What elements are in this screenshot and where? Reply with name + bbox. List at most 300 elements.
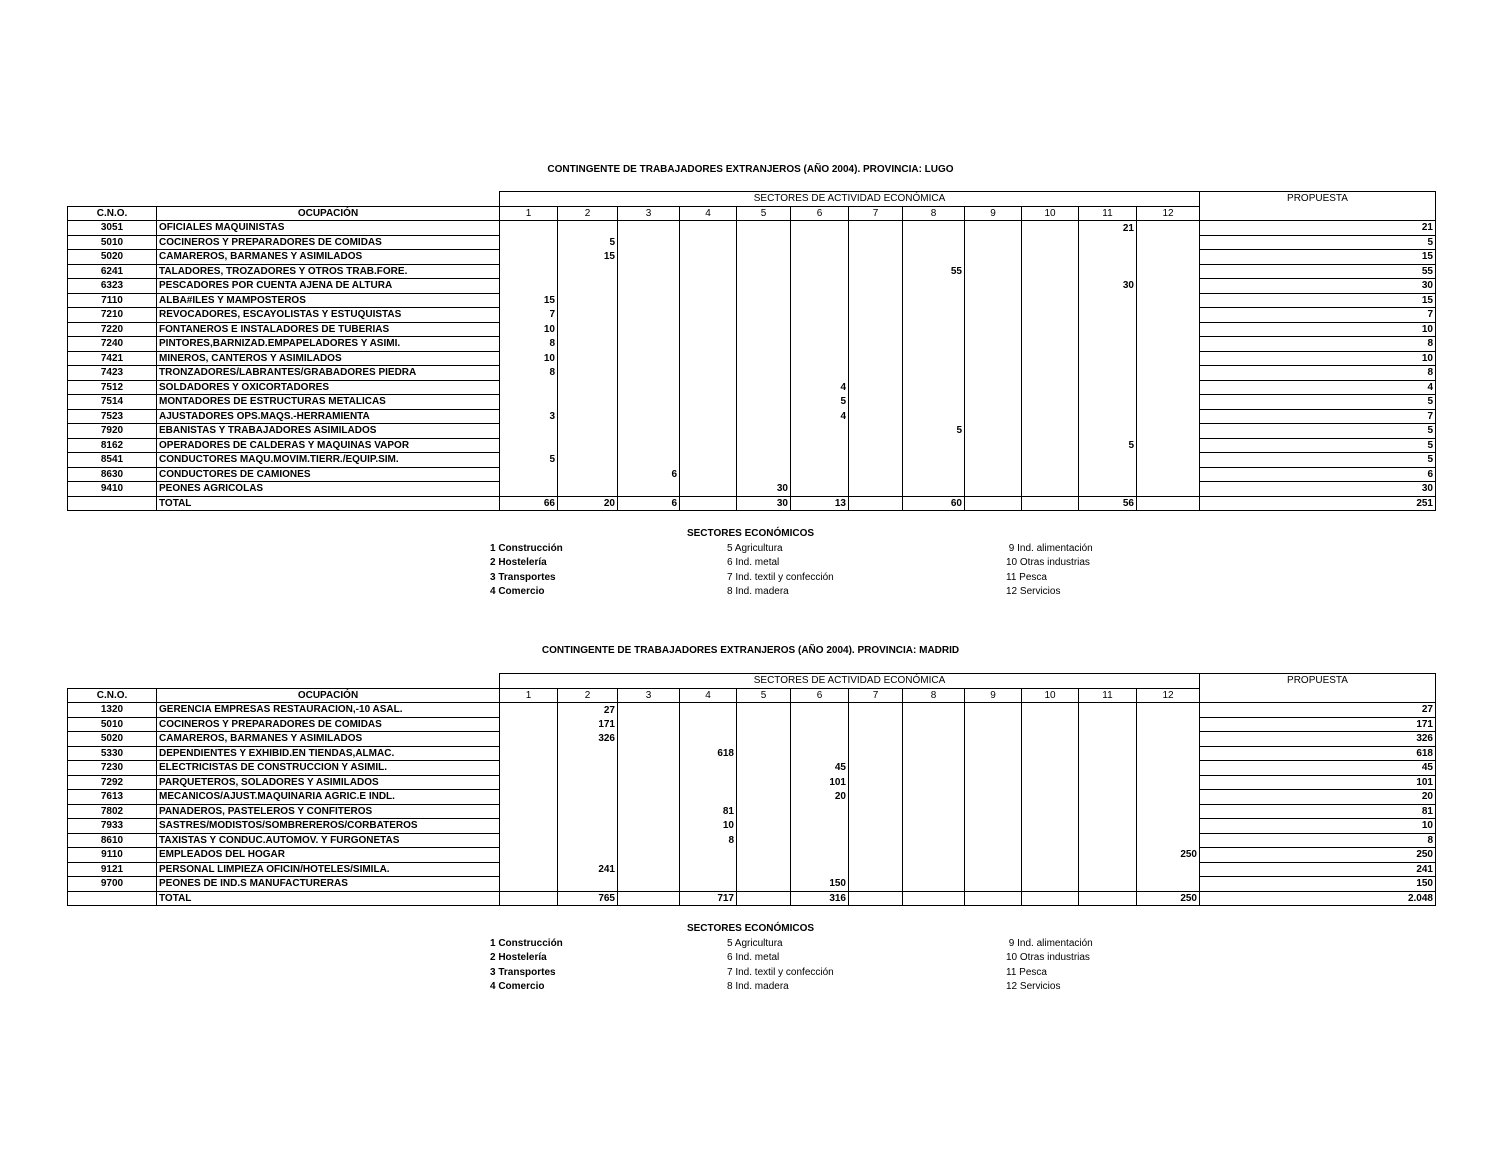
sector-value-cell bbox=[791, 337, 849, 352]
sector-value-cell bbox=[1137, 264, 1200, 279]
legend-column bbox=[490, 542, 563, 600]
sector-value-cell: 5 bbox=[1079, 438, 1137, 453]
sector-value-cell bbox=[849, 221, 903, 236]
header-blank bbox=[68, 192, 500, 207]
cno-cell: 5330 bbox=[68, 746, 157, 761]
sector-value-cell bbox=[1079, 409, 1137, 424]
legend-item: 11 Pesca bbox=[1006, 966, 1047, 978]
sector-value-cell bbox=[1079, 833, 1137, 848]
occupation-cell: CONDUCTORES DE CAMIONES bbox=[157, 467, 500, 482]
sector-value-cell bbox=[849, 337, 903, 352]
sector-value-cell bbox=[791, 746, 849, 761]
total-sector-value bbox=[1137, 496, 1200, 511]
sector-value-cell bbox=[791, 322, 849, 337]
sector-value-cell bbox=[737, 732, 791, 747]
sector-value-cell bbox=[680, 424, 737, 439]
table-row bbox=[68, 264, 1436, 279]
sector-value-cell: 30 bbox=[737, 482, 791, 497]
proposal-value-cell: 4 bbox=[1200, 380, 1436, 395]
occupation-cell: GERENCIA EMPRESAS RESTAURACION,-10 ASAL. bbox=[157, 703, 500, 718]
sector-value-cell bbox=[737, 293, 791, 308]
table-row bbox=[68, 337, 1436, 352]
cno-cell: 7230 bbox=[68, 761, 157, 776]
sector-number-12: 12 bbox=[1137, 206, 1200, 221]
sector-value-cell bbox=[558, 819, 618, 834]
sector-value-cell bbox=[849, 833, 903, 848]
sector-value-cell bbox=[903, 833, 965, 848]
sector-value-cell: 81 bbox=[680, 804, 737, 819]
sector-value-cell bbox=[500, 395, 558, 410]
sector-value-cell bbox=[618, 761, 680, 776]
legend-column bbox=[727, 937, 834, 995]
sector-number-9: 9 bbox=[965, 206, 1022, 221]
proposal-value-cell: 5 bbox=[1200, 395, 1436, 410]
occupation-cell: DEPENDIENTES Y EXHIBID.EN TIENDAS,ALMAC. bbox=[157, 746, 500, 761]
sector-value-cell bbox=[849, 424, 903, 439]
cno-cell: 7613 bbox=[68, 790, 157, 805]
sector-number-12: 12 bbox=[1137, 688, 1200, 703]
proposal-value-cell: 8 bbox=[1200, 366, 1436, 381]
proposal-value-cell: 250 bbox=[1200, 848, 1436, 863]
occupation-cell: PEONES DE IND.S MANUFACTURERAS bbox=[157, 877, 500, 892]
cno-cell: 8162 bbox=[68, 438, 157, 453]
table-row bbox=[68, 221, 1436, 236]
sector-value-cell bbox=[1137, 746, 1200, 761]
legend-column bbox=[1006, 937, 1093, 995]
sector-value-cell bbox=[903, 732, 965, 747]
sector-value-cell bbox=[965, 409, 1022, 424]
occupation-cell: ALBA#ILES Y MAMPOSTEROS bbox=[157, 293, 500, 308]
sector-value-cell bbox=[1137, 424, 1200, 439]
sector-value-cell bbox=[1022, 467, 1079, 482]
sector-value-cell bbox=[791, 424, 849, 439]
sector-value-cell bbox=[737, 703, 791, 718]
sector-value-cell bbox=[500, 467, 558, 482]
sector-value-cell bbox=[1022, 819, 1079, 834]
sector-value-cell bbox=[965, 250, 1022, 265]
cno-cell: 9121 bbox=[68, 862, 157, 877]
legend-item: 2 Hostelería bbox=[490, 557, 547, 569]
sector-value-cell bbox=[680, 279, 737, 294]
occupation-cell: AJUSTADORES OPS.MAQS.-HERRAMIENTA bbox=[157, 409, 500, 424]
total-sector-value: 6 bbox=[618, 496, 680, 511]
sector-value-cell bbox=[1022, 337, 1079, 352]
sector-value-cell bbox=[849, 717, 903, 732]
sector-value-cell bbox=[849, 703, 903, 718]
sector-value-cell bbox=[1137, 337, 1200, 352]
sector-value-cell bbox=[558, 308, 618, 323]
proposal-value-cell: 6 bbox=[1200, 467, 1436, 482]
sector-value-cell bbox=[680, 438, 737, 453]
sector-value-cell bbox=[680, 322, 737, 337]
occupation-cell: PESCADORES POR CUENTA AJENA DE ALTURA bbox=[157, 279, 500, 294]
sector-value-cell: 250 bbox=[1137, 848, 1200, 863]
occupation-cell: CONDUCTORES MAQU.MOVIM.TIERR./EQUIP.SIM. bbox=[157, 453, 500, 468]
proposal-value-cell: 20 bbox=[1200, 790, 1436, 805]
total-cno-blank bbox=[68, 891, 157, 906]
total-sector-value bbox=[849, 891, 903, 906]
sector-value-cell bbox=[558, 877, 618, 892]
total-sector-value bbox=[1079, 891, 1137, 906]
sector-value-cell bbox=[500, 862, 558, 877]
sector-value-cell: 5 bbox=[791, 395, 849, 410]
sector-value-cell bbox=[849, 293, 903, 308]
sector-value-cell bbox=[903, 221, 965, 236]
sector-value-cell: 326 bbox=[558, 732, 618, 747]
occupation-cell: CAMAREROS, BARMANES Y ASIMILADOS bbox=[157, 250, 500, 265]
sector-value-cell bbox=[500, 250, 558, 265]
sector-value-cell bbox=[558, 467, 618, 482]
legend-item: 9 Ind. alimentación bbox=[1006, 543, 1093, 554]
legend-item: 3 Transportes bbox=[490, 966, 556, 978]
total-sector-value: 13 bbox=[791, 496, 849, 511]
sector-value-cell: 171 bbox=[558, 717, 618, 732]
sector-value-cell bbox=[903, 761, 965, 776]
sector-value-cell bbox=[680, 221, 737, 236]
sector-value-cell bbox=[1137, 221, 1200, 236]
sector-value-cell bbox=[1022, 424, 1079, 439]
legend-item: 8 Ind. madera bbox=[727, 586, 789, 598]
occupation-cell: FONTANEROS E INSTALADORES DE TUBERIAS bbox=[157, 322, 500, 337]
sector-value-cell bbox=[903, 848, 965, 863]
sector-value-cell bbox=[1079, 877, 1137, 892]
sector-value-cell bbox=[618, 833, 680, 848]
sector-value-cell bbox=[737, 717, 791, 732]
cno-header: C.N.O. bbox=[68, 688, 157, 703]
sector-value-cell bbox=[965, 848, 1022, 863]
sector-value-cell bbox=[558, 424, 618, 439]
sector-value-cell bbox=[791, 250, 849, 265]
total-sector-value bbox=[965, 891, 1022, 906]
total-proposal-value: 251 bbox=[1200, 496, 1436, 511]
proposal-value-cell: 55 bbox=[1200, 264, 1436, 279]
sector-value-cell bbox=[1137, 862, 1200, 877]
sector-value-cell bbox=[1022, 250, 1079, 265]
sector-value-cell bbox=[849, 235, 903, 250]
sector-value-cell bbox=[965, 467, 1022, 482]
sector-number-3: 3 bbox=[618, 206, 680, 221]
sector-value-cell bbox=[737, 775, 791, 790]
sector-value-cell bbox=[965, 351, 1022, 366]
sector-value-cell bbox=[618, 453, 680, 468]
sector-value-cell bbox=[1079, 804, 1137, 819]
occupation-cell: CAMAREROS, BARMANES Y ASIMILADOS bbox=[157, 732, 500, 747]
sector-value-cell bbox=[791, 293, 849, 308]
sector-value-cell bbox=[737, 438, 791, 453]
sector-value-cell bbox=[849, 380, 903, 395]
sector-value-cell bbox=[558, 775, 618, 790]
cno-cell: 3051 bbox=[68, 221, 157, 236]
sector-value-cell bbox=[965, 877, 1022, 892]
sector-value-cell bbox=[1022, 221, 1079, 236]
sector-value-cell bbox=[1079, 482, 1137, 497]
occupation-cell: TALADORES, TROZADORES Y OTROS TRAB.FORE. bbox=[157, 264, 500, 279]
occupation-cell: PEONES AGRICOLAS bbox=[157, 482, 500, 497]
sector-value-cell: 3 bbox=[500, 409, 558, 424]
sector-value-cell bbox=[903, 337, 965, 352]
sector-value-cell bbox=[965, 453, 1022, 468]
sector-value-cell bbox=[1079, 351, 1137, 366]
sector-number-4: 4 bbox=[680, 688, 737, 703]
sector-value-cell bbox=[1022, 833, 1079, 848]
total-label: TOTAL bbox=[157, 891, 500, 906]
sector-value-cell bbox=[737, 380, 791, 395]
sector-value-cell bbox=[680, 790, 737, 805]
occupation-cell: EMPLEADOS DEL HOGAR bbox=[157, 848, 500, 863]
occupation-cell: REVOCADORES, ESCAYOLISTAS Y ESTUQUISTAS bbox=[157, 308, 500, 323]
sector-value-cell bbox=[1137, 467, 1200, 482]
sector-value-cell bbox=[618, 746, 680, 761]
cno-cell: 7920 bbox=[68, 424, 157, 439]
sector-number-5: 5 bbox=[737, 206, 791, 221]
sector-value-cell bbox=[1137, 819, 1200, 834]
sector-value-cell bbox=[1137, 453, 1200, 468]
table-title-madrid: CONTINGENTE DE TRABAJADORES EXTRANJEROS (AÑO 2004). PROVINCIA: MADRID bbox=[541, 645, 960, 656]
total-sector-value bbox=[500, 891, 558, 906]
sector-value-cell bbox=[1137, 761, 1200, 776]
table-row bbox=[68, 819, 1436, 834]
sector-value-cell bbox=[1079, 746, 1137, 761]
sector-value-cell: 8 bbox=[500, 337, 558, 352]
legend-item: 7 Ind. textil y confección bbox=[727, 966, 834, 978]
occupation-cell: SOLDADORES Y OXICORTADORES bbox=[157, 380, 500, 395]
cno-cell: 6241 bbox=[68, 264, 157, 279]
sector-value-cell bbox=[618, 235, 680, 250]
sector-value-cell bbox=[1022, 395, 1079, 410]
proposal-value-cell: 150 bbox=[1200, 877, 1436, 892]
sector-value-cell bbox=[849, 877, 903, 892]
cno-cell: 7802 bbox=[68, 804, 157, 819]
sector-value-cell bbox=[1079, 790, 1137, 805]
sector-value-cell bbox=[618, 308, 680, 323]
sector-value-cell bbox=[618, 322, 680, 337]
sector-value-cell bbox=[1137, 877, 1200, 892]
sector-value-cell bbox=[1079, 717, 1137, 732]
sector-value-cell bbox=[1022, 732, 1079, 747]
sector-value-cell bbox=[849, 862, 903, 877]
sector-value-cell bbox=[1022, 308, 1079, 323]
sector-value-cell bbox=[965, 424, 1022, 439]
cno-cell: 7421 bbox=[68, 351, 157, 366]
sector-value-cell bbox=[1022, 761, 1079, 776]
sector-value-cell bbox=[618, 250, 680, 265]
sector-value-cell bbox=[558, 337, 618, 352]
sector-value-cell bbox=[903, 790, 965, 805]
occupation-cell: OPERADORES DE CALDERAS Y MAQUINAS VAPOR bbox=[157, 438, 500, 453]
sector-value-cell bbox=[618, 804, 680, 819]
sector-value-cell bbox=[965, 732, 1022, 747]
sector-value-cell bbox=[680, 775, 737, 790]
sector-value-cell bbox=[680, 293, 737, 308]
sector-value-cell bbox=[618, 877, 680, 892]
sector-value-cell: 5 bbox=[500, 453, 558, 468]
sector-value-cell bbox=[965, 819, 1022, 834]
table-row bbox=[68, 322, 1436, 337]
sector-value-cell: 10 bbox=[500, 351, 558, 366]
table-row bbox=[68, 438, 1436, 453]
cno-cell: 5020 bbox=[68, 732, 157, 747]
sector-value-cell: 55 bbox=[903, 264, 965, 279]
proposal-value-cell: 8 bbox=[1200, 337, 1436, 352]
sector-value-cell bbox=[737, 877, 791, 892]
sector-value-cell bbox=[618, 279, 680, 294]
sector-value-cell bbox=[1137, 380, 1200, 395]
sector-value-cell bbox=[903, 279, 965, 294]
sector-value-cell bbox=[1079, 467, 1137, 482]
occupation-cell: TRONZADORES/LABRANTES/GRABADORES PIEDRA bbox=[157, 366, 500, 381]
sector-value-cell bbox=[1022, 848, 1079, 863]
sector-value-cell bbox=[500, 264, 558, 279]
sector-value-cell bbox=[737, 409, 791, 424]
table-row bbox=[68, 746, 1436, 761]
sector-value-cell bbox=[558, 221, 618, 236]
cno-header: C.N.O. bbox=[68, 206, 157, 221]
legend-item: 10 Otras industrias bbox=[1006, 557, 1090, 569]
table-row bbox=[68, 877, 1436, 892]
cno-cell: 8630 bbox=[68, 467, 157, 482]
sector-number-6: 6 bbox=[791, 206, 849, 221]
sector-value-cell bbox=[1022, 775, 1079, 790]
sector-value-cell bbox=[1022, 366, 1079, 381]
legend-item: 5 Agricultura bbox=[727, 543, 783, 554]
sector-value-cell bbox=[1022, 703, 1079, 718]
cno-cell: 7423 bbox=[68, 366, 157, 381]
sector-value-cell bbox=[903, 453, 965, 468]
sector-value-cell bbox=[1137, 703, 1200, 718]
sector-value-cell bbox=[791, 833, 849, 848]
sector-value-cell bbox=[737, 250, 791, 265]
sector-value-cell bbox=[558, 293, 618, 308]
total-sector-value: 250 bbox=[1137, 891, 1200, 906]
sector-value-cell bbox=[1022, 804, 1079, 819]
sector-value-cell bbox=[1079, 395, 1137, 410]
sector-value-cell bbox=[680, 877, 737, 892]
sector-value-cell bbox=[1079, 761, 1137, 776]
legend-item: 6 Ind. metal bbox=[727, 557, 780, 569]
cno-cell: 7514 bbox=[68, 395, 157, 410]
total-sector-value bbox=[1022, 496, 1079, 511]
sector-value-cell bbox=[791, 366, 849, 381]
legend-column bbox=[1006, 542, 1093, 600]
sector-value-cell bbox=[737, 308, 791, 323]
sector-value-cell: 10 bbox=[680, 819, 737, 834]
proposal-value-cell: 27 bbox=[1200, 703, 1436, 718]
total-row bbox=[68, 496, 1436, 511]
sector-value-cell: 8 bbox=[500, 366, 558, 381]
sector-value-cell bbox=[1022, 351, 1079, 366]
total-proposal-value: 2.048 bbox=[1200, 891, 1436, 906]
sector-number-1: 1 bbox=[500, 206, 558, 221]
proposal-value-cell: 101 bbox=[1200, 775, 1436, 790]
sector-value-cell bbox=[1137, 351, 1200, 366]
sector-value-cell bbox=[618, 395, 680, 410]
sector-value-cell bbox=[680, 351, 737, 366]
sector-value-cell: 45 bbox=[791, 761, 849, 776]
sector-value-cell bbox=[903, 395, 965, 410]
sector-value-cell bbox=[965, 221, 1022, 236]
sector-value-cell bbox=[737, 761, 791, 776]
sector-value-cell bbox=[1079, 366, 1137, 381]
sector-value-cell bbox=[618, 380, 680, 395]
total-row bbox=[68, 891, 1436, 906]
sector-value-cell bbox=[903, 703, 965, 718]
sector-value-cell bbox=[1137, 322, 1200, 337]
sector-value-cell bbox=[618, 351, 680, 366]
sector-value-cell bbox=[1022, 790, 1079, 805]
sector-value-cell bbox=[1022, 438, 1079, 453]
occupation-cell: TAXISTAS Y CONDUC.AUTOMOV. Y FURGONETAS bbox=[157, 833, 500, 848]
sector-value-cell bbox=[791, 703, 849, 718]
sector-number-9: 9 bbox=[965, 688, 1022, 703]
sector-value-cell bbox=[965, 293, 1022, 308]
legend-title: SECTORES ECONÓMICOS bbox=[686, 528, 815, 539]
sector-value-cell bbox=[903, 819, 965, 834]
sector-value-cell bbox=[618, 862, 680, 877]
proposal-value-cell: 10 bbox=[1200, 322, 1436, 337]
sector-value-cell bbox=[1079, 862, 1137, 877]
sector-value-cell bbox=[965, 482, 1022, 497]
sector-value-cell bbox=[965, 703, 1022, 718]
sector-value-cell bbox=[903, 308, 965, 323]
sector-value-cell: 618 bbox=[680, 746, 737, 761]
sector-value-cell bbox=[737, 395, 791, 410]
sector-value-cell bbox=[500, 732, 558, 747]
sector-number-1: 1 bbox=[500, 688, 558, 703]
sector-value-cell bbox=[791, 804, 849, 819]
sector-value-cell bbox=[558, 351, 618, 366]
legend-item: 8 Ind. madera bbox=[727, 981, 789, 993]
sector-value-cell bbox=[791, 438, 849, 453]
sector-value-cell bbox=[965, 380, 1022, 395]
cno-cell: 7110 bbox=[68, 293, 157, 308]
sector-value-cell bbox=[791, 235, 849, 250]
table-row bbox=[68, 409, 1436, 424]
sector-value-cell bbox=[903, 322, 965, 337]
total-sector-value: 56 bbox=[1079, 496, 1137, 511]
cno-cell: 7292 bbox=[68, 775, 157, 790]
proposal-value-cell: 30 bbox=[1200, 279, 1436, 294]
sector-value-cell bbox=[618, 424, 680, 439]
occupation-cell: ELECTRICISTAS DE CONSTRUCCION Y ASIMIL. bbox=[157, 761, 500, 776]
sector-value-cell bbox=[849, 732, 903, 747]
cno-cell: 7512 bbox=[68, 380, 157, 395]
sector-value-cell: 4 bbox=[791, 380, 849, 395]
sector-value-cell bbox=[680, 717, 737, 732]
sector-value-cell bbox=[680, 409, 737, 424]
sector-value-cell bbox=[618, 819, 680, 834]
contingent-table-lugo bbox=[67, 191, 1436, 511]
sector-value-cell bbox=[680, 250, 737, 265]
sector-value-cell: 30 bbox=[1079, 279, 1137, 294]
sector-value-cell: 8 bbox=[680, 833, 737, 848]
sector-value-cell: 15 bbox=[500, 293, 558, 308]
sector-number-10: 10 bbox=[1022, 206, 1079, 221]
table-row bbox=[68, 395, 1436, 410]
sector-number-10: 10 bbox=[1022, 688, 1079, 703]
cno-cell: 7210 bbox=[68, 308, 157, 323]
sector-value-cell bbox=[737, 790, 791, 805]
sector-value-cell bbox=[791, 717, 849, 732]
sector-value-cell: 7 bbox=[500, 308, 558, 323]
table-row bbox=[68, 453, 1436, 468]
sector-value-cell bbox=[849, 790, 903, 805]
sector-value-cell bbox=[500, 424, 558, 439]
sector-value-cell: 5 bbox=[903, 424, 965, 439]
sector-value-cell: 6 bbox=[618, 467, 680, 482]
sector-value-cell bbox=[500, 848, 558, 863]
table-row bbox=[68, 848, 1436, 863]
sector-value-cell bbox=[903, 482, 965, 497]
